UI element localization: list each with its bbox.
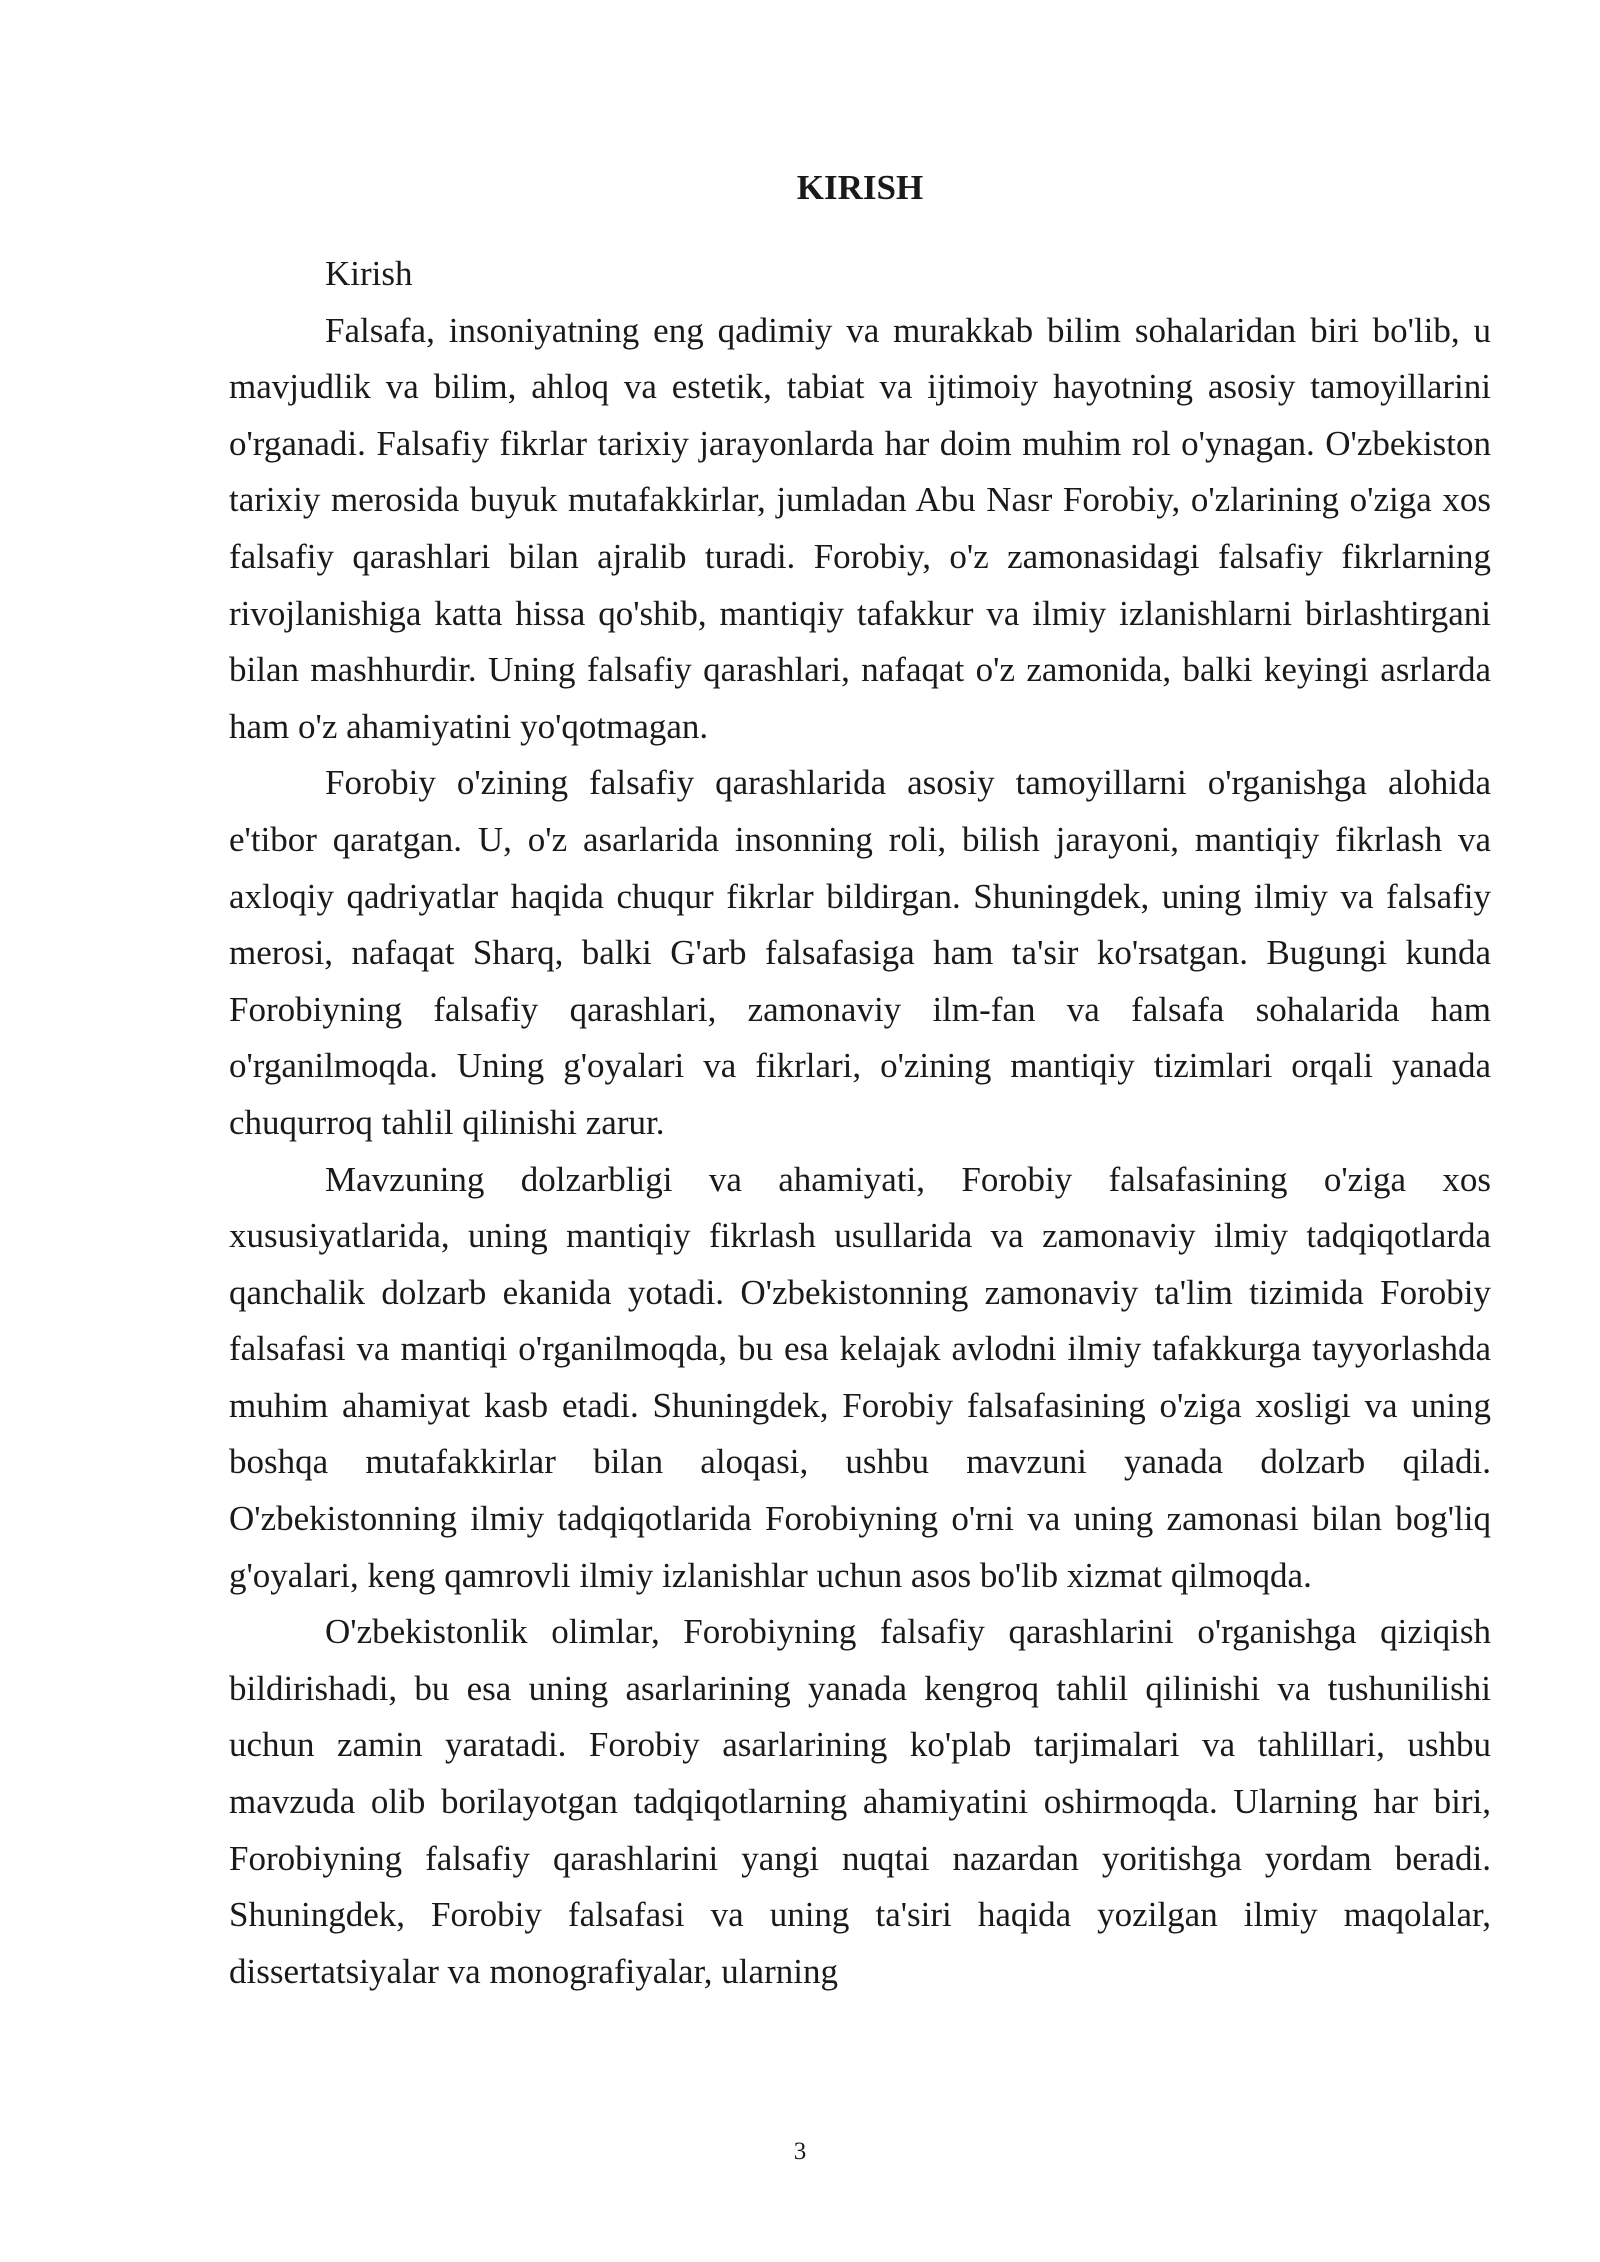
page-content	[229, 160, 1491, 2000]
page-number: 3	[793, 2138, 807, 2165]
paragraph-intro: Falsafa, insoniyatning eng qadimiy va murakkab bilim sohalaridan biri bo'lib, u mavjudlik va bilim, ahloq va estetik, tabiat va ijtimoiy hayotning asosiy tamoyillarini o'rganadi. Falsafiy fikrlar tarixiy jarayonlarda har doim muhim rol o'ynagan. O'zbekiston tarixiy merosida buyuk mutafakkirlar, jumladan Abu Nasr Forobiy, o'zlarining o'ziga xos falsafiy qarashlari bilan ajralib turadi. Forobiy, o'z zamonasidagi falsafiy fikrlarning rivojlanishiga katta hissa qo'shib, mantiqiy tafakkur va ilmiy izlanishlarni birlashtirgani bilan mashhurdir. Uning falsafiy qarashlari, nafaqat o'z zamonida, balki keyingi asrlarda ham o'z ahamiyatini yo'qotmagan.	[229, 310, 1491, 746]
paragraph-relevance: Mavzuning dolzarbligi va ahamiyati, Forobiy falsafasining o'ziga xos xususiyatlarida, uning mantiqiy fikrlash usullarida va zamonaviy ilmiy tadqiqotlarda qanchalik dolzarb ekanida yotadi. O'zbekistonning zamonaviy ta'lim tizimida Forobiy falsafasi va mantiqi o'rganilmoqda, bu esa kelajak avlodni ilmiy tafakkurga tayyorlashda muhim ahamiyat kasb etadi. Shuningdek, Forobiy falsafasining o'ziga xosligi va uning boshqa mutafakkirlar bilan aloqasi, ushbu mavzuni yanada dolzarb qiladi. O'zbekistonning ilmiy tadqiqotlarida Forobiyning o'rni va uning zamonasi bilan bog'liq g'oyalari, keng qamrovli ilmiy izlanishlar uchun asos bo'lib xizmat qilmoqda.	[229, 1159, 1491, 1595]
section-subtitle: Kirish	[325, 254, 413, 293]
section-title: KIRISH	[796, 168, 924, 207]
paragraph-scholars: O'zbekistonlik olimlar, Forobiyning falsafiy qarashlarini o'rganishga qiziqish bildirishadi, bu esa uning asarlarining yanada kengroq tahlil qilinishi va tushunilishi uchun zamin yaratadi. Forobiy asarlarining ko'plab tarjimalari va tahlillari, ushbu mavzuda olib borilayotgan tadqiqotlarning ahamiyatini oshirmoqda. Ularning har biri, Forobiyning falsafiy qarashlarini yangi nuqtai nazardan yoritishga yordam beradi. Shuningdek, Forobiy falsafasi va uning ta'siri haqida yozilgan ilmiy maqolalar, dissertatsiyalar va monografiyalar, ularning	[229, 1612, 1491, 1991]
paragraph-principles: Forobiy o'zining falsafiy qarashlarida asosiy tamoyillarni o'rganishga alohida e'tibor qaratgan. U, o'z asarlarida insonning roli, bilish jarayoni, mantiqiy fikrlash va axloqiy qadriyatlar haqida chuqur fikrlar bildirgan. Shuningdek, uning ilmiy va falsafiy merosi, nafaqat Sharq, balki G'arb falsafasiga ham ta'sir ko'rsatgan. Bugungi kunda Forobiyning falsafiy qarashlari, zamonaviy ilm-fan va falsafa sohalarida ham o'rganilmoqda. Uning g'oyalari va fikrlari, o'zining mantiqiy tizimlari orqali yanada chuqurroq tahlil qilinishi zarur.	[229, 763, 1491, 1142]
